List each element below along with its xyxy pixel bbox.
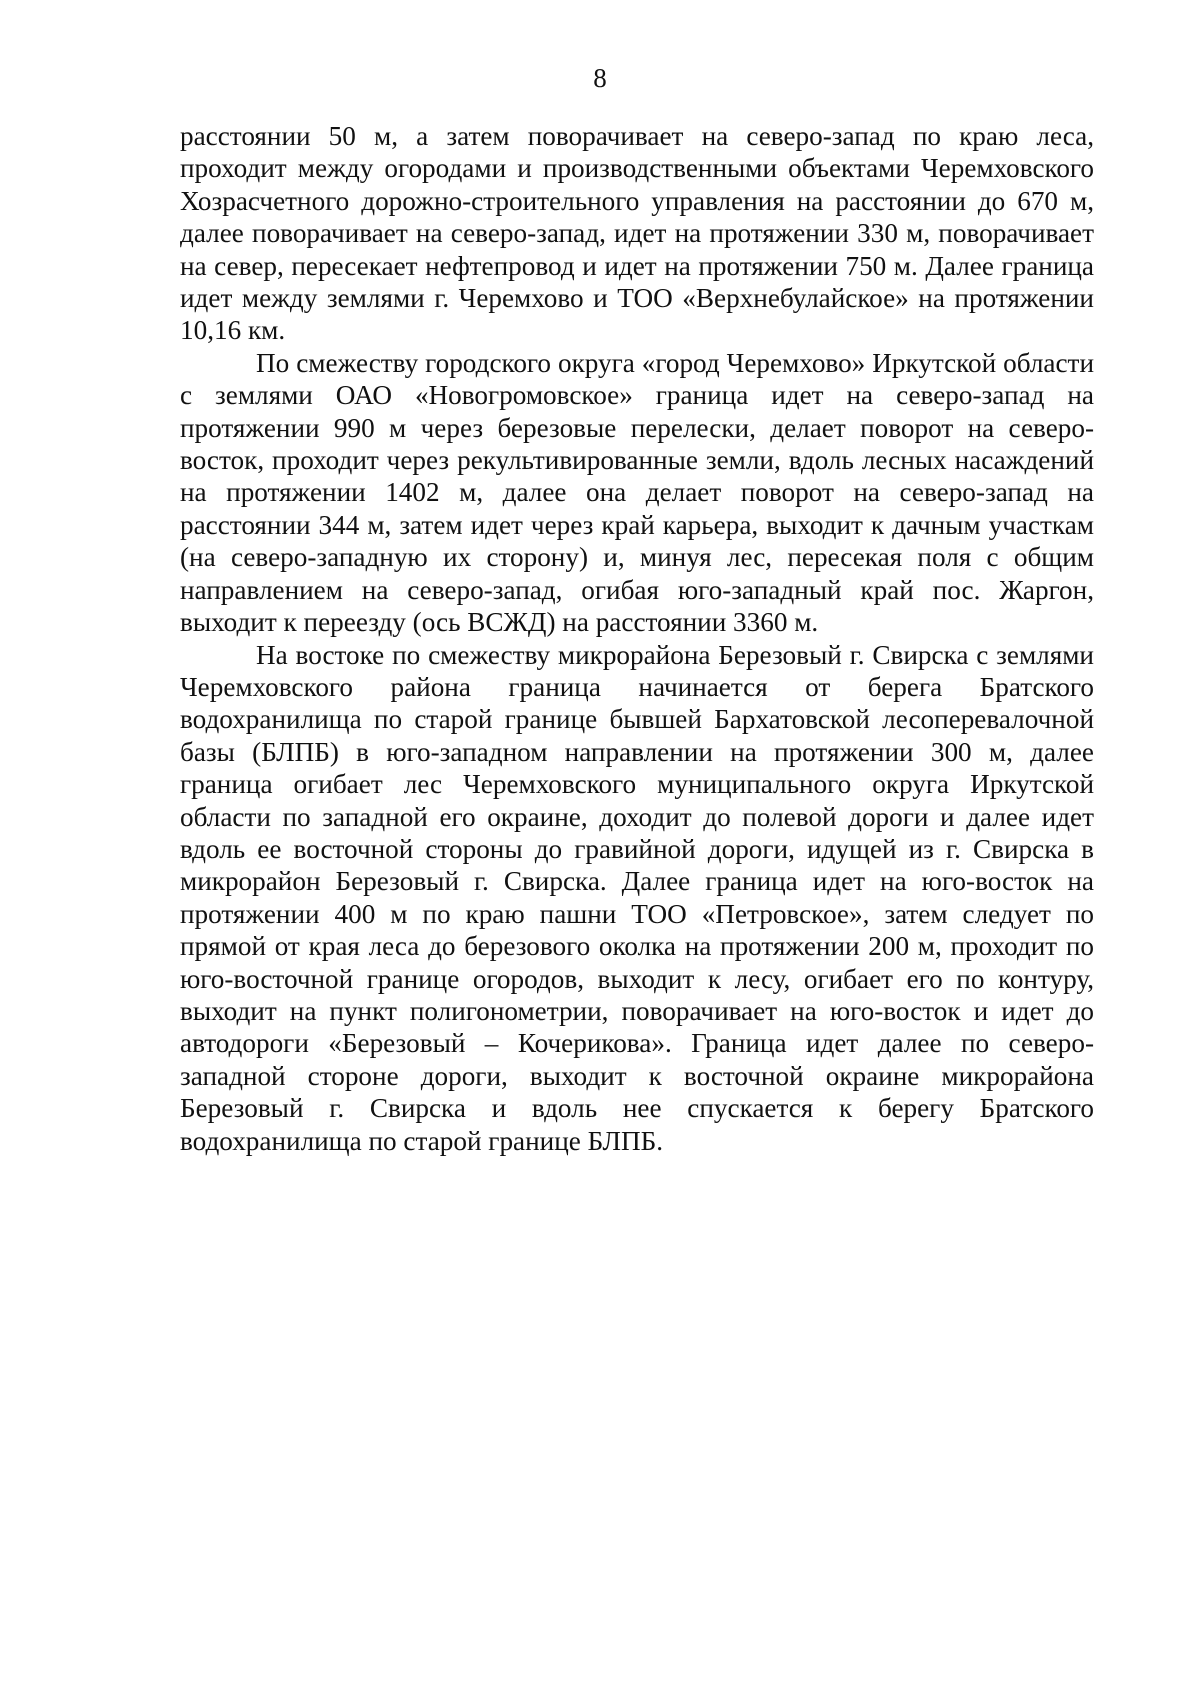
paragraph-continuation: расстоянии 50 м, а затем поворачивает на северо-запад по краю леса, проходит между огородами и производственными объектами Черемховского Хозрасчетного дорожно-строительного управления на расстоянии до 670 м, далее поворачивает на северо-запад, идет на протяжении 330 м, поворачивает на север, пересекает нефтепровод и идет на протяжении 750 м. Далее граница идет между землями г. Черемхово и ТОО «Верхнебулайское» на протяжении 10,16 км. (180, 121, 1094, 346)
document-body (180, 120, 1094, 1157)
paragraph-berezovy-boundary: На востоке по смежеству микрорайона Березовый г. Свирска с землями Черемховского района граница начинается от берега Братского водохранилища по старой границе бывшей Бархатовской лесоперевалочной базы (БЛПБ) в юго-западном направлении на протяжении 300 м, далее граница огибает лес Черемховского муниципального округа Иркутской области по западной его окраине, доходит до полевой дороги и далее идет вдоль ее восточной стороны до гравийной дороги, идущей из г. Свирска в микрорайон Березовый г. Свирска. Далее граница идет на юго-восток на протяжении 400 м по краю пашни ТОО «Петровское», затем следует по прямой от края леса до березового околка на протяжении 200 м, проходит по юго-восточной границе огородов, выходит к лесу, огибает его по контуру, выходит на пункт полигонометрии, поворачивает на юго-восток и идет до автодороги «Березовый – Кочерикова». Граница идет далее по северо-западной стороне дороги, выходит к восточной окраине микрорайона Березовый г. Свирска и вдоль нее спускается к берегу Братского водохранилища по старой границе БЛПБ. (180, 639, 1094, 1156)
page-number: 8 (593, 63, 607, 93)
paragraph-novogromovskoe-boundary: По смежеству городского округа «город Черемхово» Иркутской области с землями ОАО «Новогромовское» граница идет на северо-запад на протяжении 990 м через березовые перелески, делает поворот на северо-восток, проходит через рекультивированные земли, вдоль лесных насаждений на протяжении 1402 м, далее она делает поворот на северо-запад на расстоянии 344 м, затем идет через край карьера, выходит к дачным участкам (на северо-западную их сторону) и, минуя лес, пересекая поля с общим направлением на северо-запад, огибая юго-западный край пос. Жаргон, выходит к переезду (ось ВСЖД) на расстоянии 3360 м. (180, 347, 1094, 638)
